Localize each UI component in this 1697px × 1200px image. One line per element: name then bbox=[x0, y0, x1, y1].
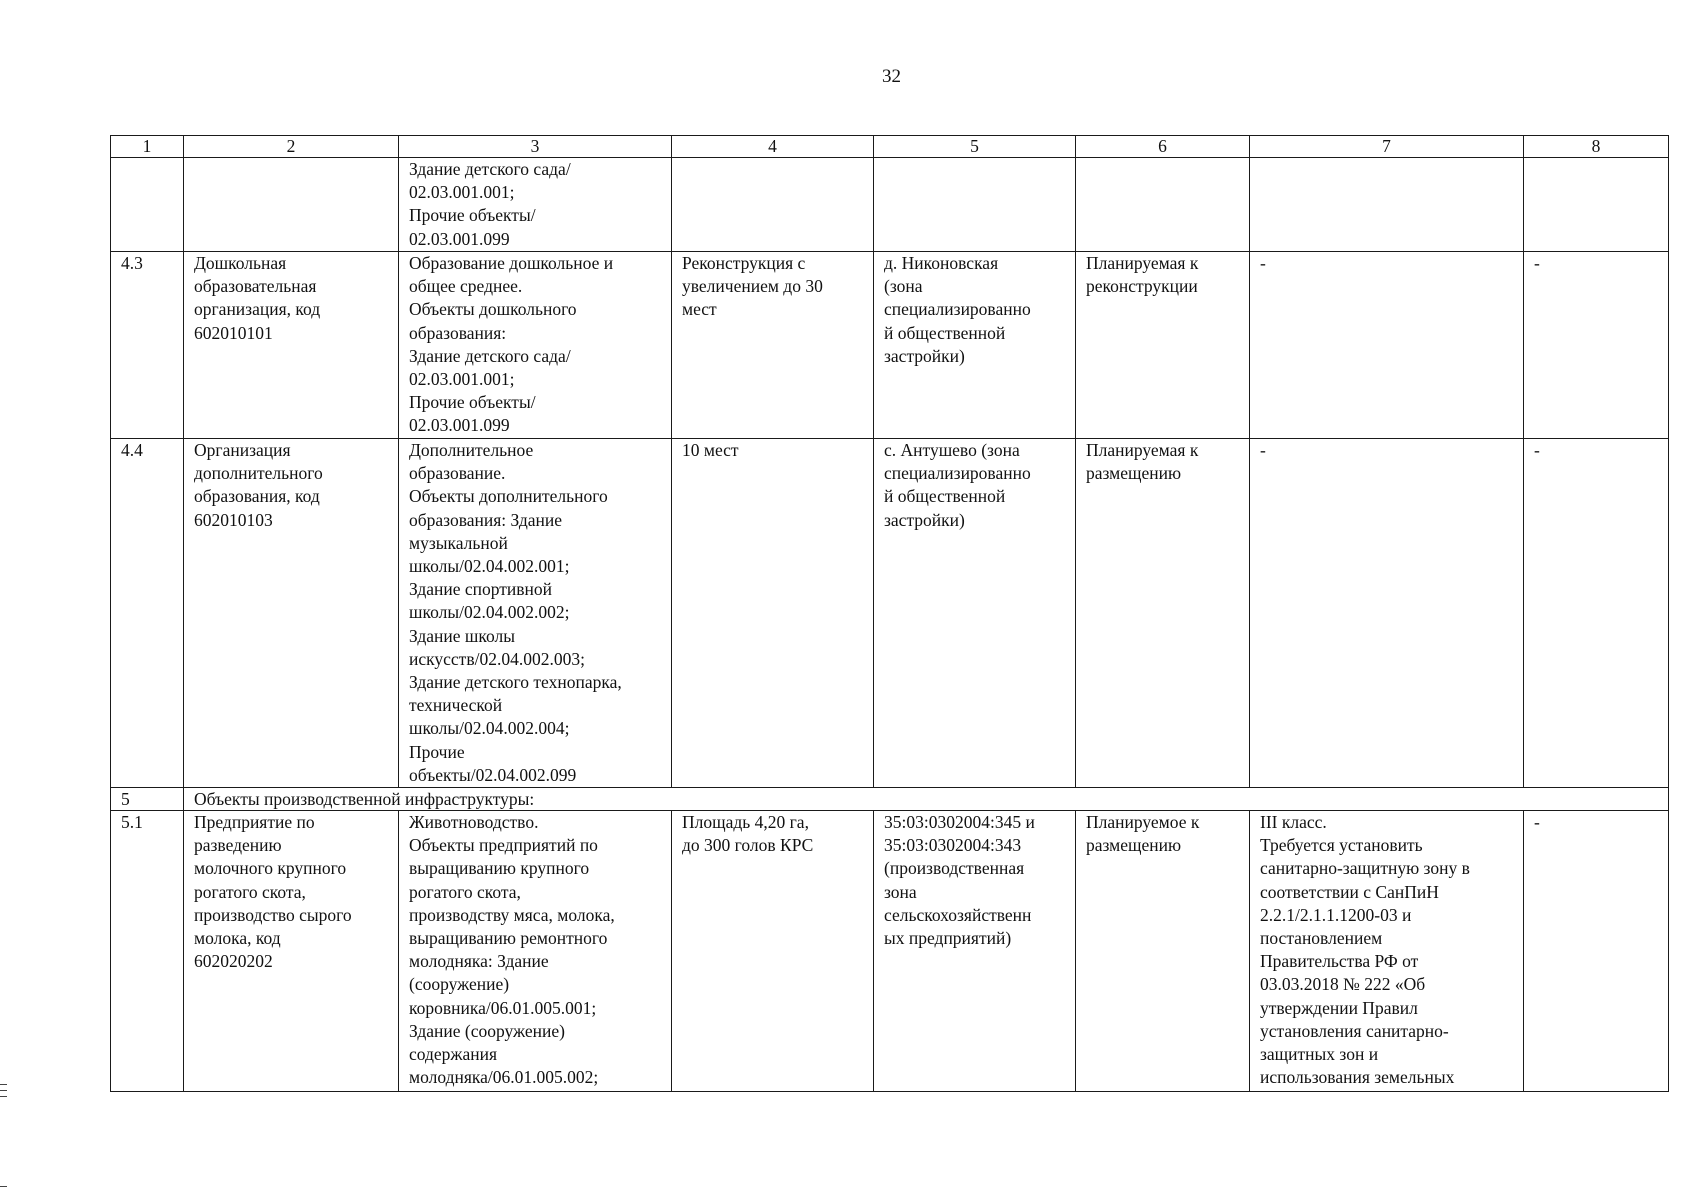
cell-line: Планируемая к bbox=[1086, 440, 1199, 460]
cell-line: ых предприятий) bbox=[884, 928, 1012, 949]
cell-line: Здание детского сада/ bbox=[409, 345, 571, 366]
header-cell: 2 bbox=[184, 136, 399, 158]
cell-zone bbox=[1250, 811, 1524, 1092]
cell-line: реконструкции bbox=[1086, 276, 1198, 297]
cell-line: школы/02.04.002.004; bbox=[409, 718, 570, 739]
cell-line: 02.03.001.001; bbox=[409, 369, 515, 390]
cell-purpose bbox=[399, 811, 672, 1092]
cell-line: использования земельных bbox=[1260, 1067, 1455, 1088]
page-number: 32 bbox=[882, 66, 901, 87]
cell-line: содержания bbox=[409, 1044, 498, 1065]
section-row bbox=[111, 788, 1669, 811]
cell-line: 602010103 bbox=[194, 509, 273, 530]
cell-line: Дошкольная bbox=[194, 253, 287, 273]
cell-line: коровника/06.01.005.001; bbox=[409, 997, 597, 1018]
cell-num: 4.4 bbox=[111, 439, 184, 788]
cell-name bbox=[184, 252, 399, 439]
cell-line: производство сырого bbox=[194, 904, 352, 925]
cell-line: Образование дошкольное и bbox=[409, 253, 614, 273]
cell-line: Планируемое к bbox=[1086, 812, 1200, 833]
header-cell: 8 bbox=[1524, 136, 1669, 158]
cell-line: 602020202 bbox=[194, 951, 273, 972]
cell-line: установления санитарно- bbox=[1260, 1020, 1449, 1041]
cell-line: (зона bbox=[884, 276, 923, 297]
cell-line: специализированно bbox=[884, 463, 1031, 484]
section-title: Объекты производственной инфраструктуры: bbox=[184, 788, 1669, 811]
cell-line: застройки) bbox=[884, 345, 965, 366]
cell-purpose bbox=[399, 158, 672, 252]
cell-location bbox=[874, 811, 1076, 1092]
cell-line: рогатого скота, bbox=[194, 881, 306, 902]
cell-line: застройки) bbox=[884, 509, 965, 530]
table-row bbox=[111, 158, 1669, 252]
cell-line: Объекты предприятий по bbox=[409, 835, 598, 856]
header-cell: 4 bbox=[672, 136, 874, 158]
cell-line: образования: bbox=[409, 322, 507, 343]
cell-line: Здание детского сада/ bbox=[409, 159, 571, 179]
cell-line: мест bbox=[682, 299, 717, 320]
cell-line: Животноводство. bbox=[409, 812, 539, 833]
cell-line: 602010101 bbox=[194, 322, 273, 343]
cell-line: выращиванию крупного bbox=[409, 858, 590, 879]
table-row bbox=[111, 439, 1669, 788]
cell-characteristics bbox=[672, 439, 874, 788]
scan-mark bbox=[0, 1096, 7, 1097]
cell-location bbox=[874, 158, 1076, 252]
cell-status bbox=[1076, 439, 1250, 788]
cell-line: искусств/02.04.002.003; bbox=[409, 648, 585, 669]
cell-num bbox=[111, 158, 184, 252]
cell-purpose bbox=[399, 439, 672, 788]
cell-line: Площадь 4,20 га, bbox=[682, 812, 809, 833]
cell-line: Предприятие по bbox=[194, 812, 315, 833]
cell-status bbox=[1076, 811, 1250, 1092]
cell-line: й общественной bbox=[884, 322, 1006, 343]
table-row bbox=[111, 811, 1669, 1092]
objects-table bbox=[110, 135, 1669, 1092]
cell-line: Объекты дополнительного bbox=[409, 486, 608, 507]
cell-status bbox=[1076, 252, 1250, 439]
cell-line: Здание (сооружение) bbox=[409, 1020, 565, 1041]
cell-line: школы/02.04.002.002; bbox=[409, 602, 570, 623]
cell-line: (производственная bbox=[884, 858, 1025, 879]
cell-line: 02.03.001.001; bbox=[409, 182, 515, 203]
cell-line: 2.2.1/2.1.1.1200-03 и bbox=[1260, 904, 1412, 925]
cell-line: сельскохозяйственн bbox=[884, 904, 1032, 925]
cell-line: Правительства РФ от bbox=[1260, 951, 1419, 972]
cell-line: молодняка: Здание bbox=[409, 951, 549, 972]
cell-line: технической bbox=[409, 695, 503, 716]
cell-line: рогатого скота, bbox=[409, 881, 521, 902]
header-cell: 7 bbox=[1250, 136, 1524, 158]
cell-line: 35:03:0302004:345 и bbox=[884, 812, 1035, 833]
section-num: 5 bbox=[111, 788, 184, 811]
cell-extra: - bbox=[1524, 252, 1669, 439]
cell-name bbox=[184, 158, 399, 252]
cell-characteristics bbox=[672, 252, 874, 439]
cell-line: образования, код bbox=[194, 486, 320, 507]
cell-line: размещению bbox=[1086, 463, 1182, 484]
objects-table-wrapper bbox=[110, 135, 1669, 1092]
cell-line: Реконструкция с bbox=[682, 253, 806, 273]
cell-line: увеличением до 30 bbox=[682, 276, 823, 297]
cell-line: 02.03.001.099 bbox=[409, 415, 510, 436]
cell-line: Прочие bbox=[409, 741, 465, 762]
cell-line: молочного крупного bbox=[194, 858, 347, 879]
cell-line: Прочие объекты/ bbox=[409, 205, 536, 226]
header-cell: 1 bbox=[111, 136, 184, 158]
cell-line: молока, код bbox=[194, 928, 281, 949]
cell-line: Прочие объекты/ bbox=[409, 392, 536, 413]
cell-characteristics bbox=[672, 811, 874, 1092]
cell-line: молодняка/06.01.005.002; bbox=[409, 1067, 599, 1088]
cell-name bbox=[184, 811, 399, 1092]
cell-line: (сооружение) bbox=[409, 974, 510, 995]
cell-zone: - bbox=[1250, 439, 1524, 788]
cell-line: образование. bbox=[409, 463, 506, 484]
cell-line: Организация bbox=[194, 440, 291, 460]
cell-line: образовательная bbox=[194, 276, 317, 297]
cell-line: Здание школы bbox=[409, 625, 515, 646]
cell-location bbox=[874, 252, 1076, 439]
cell-line: утверждении Правил bbox=[1260, 997, 1418, 1018]
cell-line: 10 мест bbox=[682, 440, 739, 460]
cell-line: с. Антушево (зона bbox=[884, 440, 1020, 460]
cell-line: дополнительного bbox=[194, 463, 323, 484]
cell-line: 03.03.2018 № 222 «Об bbox=[1260, 974, 1426, 995]
cell-extra bbox=[1524, 158, 1669, 252]
cell-purpose bbox=[399, 252, 672, 439]
header-cell: 5 bbox=[874, 136, 1076, 158]
cell-line: до 300 голов КРС bbox=[682, 835, 814, 856]
cell-line: 35:03:0302004:343 bbox=[884, 835, 1022, 856]
cell-line: организация, код bbox=[194, 299, 321, 320]
cell-num: 5.1 bbox=[111, 811, 184, 1092]
header-cell: 3 bbox=[399, 136, 672, 158]
cell-line: производству мяса, молока, bbox=[409, 904, 615, 925]
cell-extra: - bbox=[1524, 811, 1669, 1092]
scan-mark bbox=[0, 1090, 7, 1091]
cell-line: 02.03.001.099 bbox=[409, 228, 510, 249]
cell-line: школы/02.04.002.001; bbox=[409, 556, 570, 577]
cell-location bbox=[874, 439, 1076, 788]
cell-line: санитарно-защитную зону в bbox=[1260, 858, 1470, 879]
cell-name bbox=[184, 439, 399, 788]
cell-line: III класс. bbox=[1260, 812, 1327, 833]
cell-line: Требуется установить bbox=[1260, 835, 1423, 856]
cell-line: й общественной bbox=[884, 486, 1006, 507]
cell-line: общее среднее. bbox=[409, 276, 523, 297]
cell-line: Планируемая к bbox=[1086, 253, 1199, 273]
cell-line: Дополнительное bbox=[409, 440, 534, 460]
cell-line: выращиванию ремонтного bbox=[409, 928, 608, 949]
cell-line: соответствии с СанПиН bbox=[1260, 881, 1439, 902]
cell-line: специализированно bbox=[884, 299, 1031, 320]
cell-line: образования: Здание bbox=[409, 509, 563, 530]
cell-line: разведению bbox=[194, 835, 282, 856]
scan-mark bbox=[0, 1084, 7, 1085]
cell-line: Здание спортивной bbox=[409, 579, 553, 600]
cell-extra: - bbox=[1524, 439, 1669, 788]
cell-line: музыкальной bbox=[409, 532, 508, 553]
cell-line: объекты/02.04.002.099 bbox=[409, 764, 577, 785]
cell-line: защитных зон и bbox=[1260, 1044, 1379, 1065]
table-row bbox=[111, 252, 1669, 439]
header-row bbox=[111, 136, 1669, 158]
cell-line: Здание детского технопарка, bbox=[409, 672, 622, 693]
cell-status bbox=[1076, 158, 1250, 252]
cell-zone: - bbox=[1250, 252, 1524, 439]
header-cell: 6 bbox=[1076, 136, 1250, 158]
cell-line: зона bbox=[884, 881, 917, 902]
scan-mark bbox=[0, 1186, 7, 1187]
cell-line: размещению bbox=[1086, 835, 1182, 856]
cell-characteristics bbox=[672, 158, 874, 252]
cell-num: 4.3 bbox=[111, 252, 184, 439]
cell-line: Объекты дошкольного bbox=[409, 299, 577, 320]
cell-line: постановлением bbox=[1260, 928, 1383, 949]
cell-line: д. Никоновская bbox=[884, 253, 999, 273]
cell-zone bbox=[1250, 158, 1524, 252]
